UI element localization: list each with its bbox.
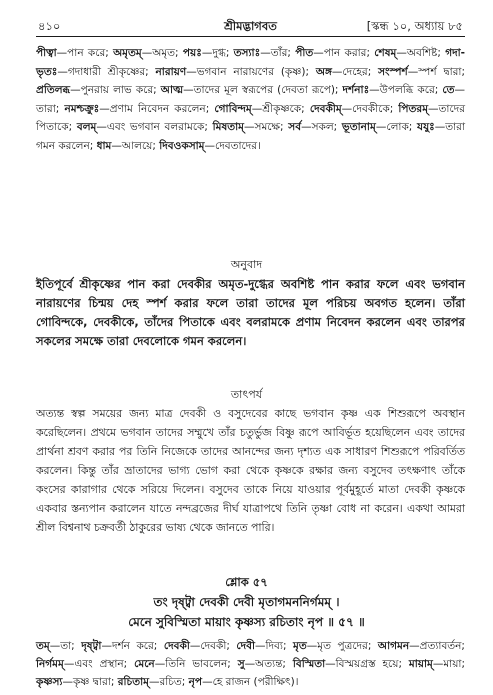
book-title: শ্রীমদ্ভাগবত bbox=[224, 19, 277, 33]
gloss-meaning: প্রত্যাবর্তন; bbox=[419, 640, 465, 652]
gloss-meaning: গদাধারী শ্রীকৃষ্ণের; bbox=[67, 65, 156, 78]
page-header bbox=[38, 14, 463, 36]
gloss-meaning: স্পর্শ দ্বারা; bbox=[418, 65, 465, 78]
gloss-meaning: তাঁর; bbox=[270, 47, 296, 59]
synonyms-block: পীত্বা—পান করে; অমৃতম্—অমৃত; পয়ঃ—দুগ্ধ; তস্যাঃ—তাঁর; পীত—পান করার; শেষম্—অবশিষ্ট; গদা-ভৃতঃ—গদাধারী শ্রীকৃষ্ণের; নারায়ণ—ভগবান নারায়ণের (কৃষ্ণ); অঙ্গ—দেহের; সংস্পর্শ—স্পর্শ দ্বারা; প্রতিলব্ধ—পুনরায় লাভ করে; আত্ম—তাদের মূল স্বরূপের (দেবতা রূপে); দর্শনাঃ—উপলব্ধি করে; তে—তারা; নমশ্চক্রুঃ—প্রণাম নিবেদন করলেন; গোবিন্দম্—শ্রীকৃষ্ণকে; দেবকীম্—দেবকীকে; পিতরম্—তাদের পিতাকে; বলম্—এবং ভগবান বলরামকে; মিষতাম্—সমক্ষে; সর্ব—সকল; ভূতানাম্—লোক; যযুঃ—তারা গমন করলেন; ধাম—আলয়ে; দিবওকসাম্—দেবতাদের। bbox=[36, 47, 466, 152]
verse-line: তং দৃষ্ট্বা দেবকী দেবী মৃতাগমননির্গমম্ । bbox=[153, 595, 340, 609]
gloss-meaning: তাদের মূল স্বরূপের (দেবতা রূপে); bbox=[193, 84, 343, 96]
gloss-meaning: কৃষ্ণ দ্বারা; bbox=[72, 676, 118, 688]
gloss-meaning: প্রণাম নিবেদন করলেন; bbox=[109, 102, 215, 115]
gloss-meaning: আলয়ে; bbox=[121, 139, 160, 152]
gloss-meaning: এবং ভগবান বলরামকে; bbox=[106, 121, 213, 133]
gloss-term: পয়ঃ bbox=[182, 47, 202, 59]
gloss-term: গদা-ভৃতঃ bbox=[36, 47, 465, 78]
gloss-meaning: পান করে; bbox=[67, 47, 114, 59]
gloss-term: পীত্বা bbox=[36, 47, 57, 59]
gloss-meaning: দর্শন করে; bbox=[111, 640, 164, 652]
gloss-meaning: তারা গমন করলেন; bbox=[36, 121, 465, 152]
gloss-meaning: তাদের পিতাকে; bbox=[36, 102, 465, 133]
gloss-term: তস্যাঃ bbox=[233, 47, 261, 59]
gloss-term: দেবী bbox=[236, 640, 256, 652]
gloss-meaning: রচিত; bbox=[159, 676, 189, 688]
word-gloss-block: তম্—তা; দৃষ্ট্বা—দর্শন করে; দেবকী—দেবকী; দেবী—দিব্য; মৃত—মৃত পুত্রদের; আগমন—প্রত্যাবর্তন; নির্গমম্—এবং প্রস্থান; মেনে—তিনি ভাবলেন; সু—অত্যন্ত; বিস্মিতা—বিস্ময়গ্রস্ত হয়ে; মায়াম্—মায়া; কৃষ্ণস্য—কৃষ্ণ দ্বারা; রচিতাম্—রচিত; নৃপ—হে রাজন (পরীক্ষিৎ)। bbox=[36, 640, 465, 688]
gloss-term: দেবকী bbox=[163, 640, 190, 652]
gloss-term: অমৃতম্ bbox=[113, 47, 142, 59]
section-label: [স্কন্ধ ১০, অধ্যায় ৮৫ bbox=[366, 19, 463, 33]
gloss-meaning: মায়া; bbox=[443, 658, 465, 670]
gloss-term: বলম্ bbox=[76, 121, 97, 133]
gloss-meaning: তারা; bbox=[36, 102, 65, 115]
gloss-term: পিতরম্ bbox=[398, 102, 429, 115]
gloss-term: সর্ব bbox=[288, 121, 302, 133]
gloss-term: কৃষ্ণস্য bbox=[36, 676, 63, 688]
gloss-meaning: অত্যন্ত; bbox=[255, 658, 293, 670]
gloss-meaning: দেবকী; bbox=[200, 640, 237, 652]
gloss-term: তে bbox=[442, 84, 455, 96]
translation-text: ইতিপূর্বে শ্রীকৃষ্ণের পান করা দেবকীর অমৃত-দুগ্ধের অবশিষ্ট পান করার ফলে এবং ভগবান নারায়ণের চিন্ময় দেহ স্পর্শ করার ফলে তারা তাদের মূল পরিচয় অবগত হলেন। তাঁরা গোবিন্দকে, দেবকীকে, তাঁদের পিতাকে এবং বলরামকে প্রণাম নিবেদন করলেন এবং তারপর সকলের সমক্ষে তারা দেবলোকে গমন করলেন। bbox=[36, 277, 465, 348]
gloss-term: নির্গমম্ bbox=[36, 658, 64, 670]
gloss-meaning: বিস্ময়গ্রস্ত হয়ে; bbox=[335, 658, 409, 670]
gloss-meaning: দেবতাদের। bbox=[215, 139, 261, 152]
gloss-meaning: তা; bbox=[60, 640, 82, 652]
gloss-term: সু bbox=[237, 658, 245, 670]
gloss-term: আগমন bbox=[377, 640, 410, 652]
gloss-term: বিস্মিতা bbox=[292, 658, 326, 670]
gloss-meaning: সকল; bbox=[311, 121, 342, 133]
gloss-meaning: পুনরায় লাভ করে; bbox=[80, 84, 161, 96]
gloss-term: প্রতিলব্ধ bbox=[36, 84, 71, 96]
gloss-meaning: দিব্য; bbox=[265, 640, 294, 652]
gloss-term: দেবকীম্ bbox=[309, 102, 342, 115]
gloss-term: গোবিন্দম্ bbox=[214, 102, 252, 115]
gloss-meaning: লোক; bbox=[386, 121, 418, 133]
gloss-term: যযুঃ bbox=[417, 121, 435, 133]
gloss-term: রচিতাম্ bbox=[117, 676, 149, 688]
purport-text: অত্যন্ত স্বল্প সময়ের জন্য মাত্র দেবকী ও বসুদেবের কাছে ভগবান কৃষ্ণ এক শিশুরূপে অবস্থান করেছিলেন। প্রথমে ভগবান তাদের সম্মুখে তাঁর চতুর্ভুজ বিষ্ণু রূপে আবির্ভূত হয়েছিলেন এবং তাদের প্রার্থনা শ্রবণ করার পর তিনি নিজেকে তাদের আনন্দের জন্য দৃশ্যত এক সাধারণ শিশুরূপে পরিবর্তিত করলেন। কিন্তু তাঁর ভ্রাতাদের ভাগ্য ভোগ করা থেকে কৃষ্ণকে রক্ষার জন্য বসুদেব তৎক্ষণাৎ তাঁকে কংসের কারাগার থেকে সরিয়ে দিলেন। বসুদেব তাকে নিয়ে যাওয়ার পূর্বমুহূর্তে মাতা দেবকী কৃষ্ণকে একবার স্তন্যপান করালেন যাতে নন্দব্রজের দীর্ঘ যাত্রাপথে তিনি তৃষ্ণা বোধ না করেন। একথা আমরা শ্রীল বিশ্বনাথ চক্রবর্তী ঠাকুরের ভাষ্য থেকে জানতে পারি। bbox=[36, 407, 465, 534]
purport-heading: তাৎপর্য bbox=[230, 388, 263, 401]
gloss-term: আত্ম bbox=[160, 84, 184, 96]
gloss-term: অঙ্গ bbox=[315, 65, 332, 78]
gloss-meaning: সমক্ষে; bbox=[254, 121, 289, 133]
verse-line: মেনে সুবিস্মিতা মায়াং কৃষ্ণস্য রচিতাং নৃপ ॥ ৫৭ ॥ bbox=[128, 615, 365, 629]
gloss-meaning: দুগ্ধ; bbox=[212, 47, 234, 59]
gloss-term: তম্ bbox=[36, 640, 50, 652]
gloss-meaning: ভগবান নারায়ণের (কৃষ্ণ); bbox=[196, 65, 316, 78]
gloss-term: নমশ্চক্রুঃ bbox=[64, 102, 100, 115]
gloss-meaning: এবং প্রস্থান; bbox=[74, 658, 135, 670]
gloss-meaning: দেবকীকে; bbox=[352, 102, 399, 115]
gloss-term: মায়াম্ bbox=[408, 658, 433, 670]
gloss-term: দর্শনাঃ bbox=[342, 84, 370, 96]
gloss-term: মেনে bbox=[134, 658, 155, 670]
gloss-term: দিবওকসাম্ bbox=[159, 139, 205, 152]
verse-heading: শ্লোক ৫৭ bbox=[225, 575, 268, 589]
gloss-meaning: অমৃত; bbox=[152, 47, 183, 59]
verse-text bbox=[0, 592, 493, 632]
gloss-term: ভূতানাম্ bbox=[341, 121, 376, 133]
gloss-term: পীত bbox=[295, 47, 314, 59]
gloss-term: মিষতাম্ bbox=[212, 121, 245, 133]
gloss-term: শেষম্ bbox=[374, 47, 397, 59]
gloss-meaning: শ্রীকৃষ্ণকে; bbox=[262, 102, 310, 115]
page-number: ৪১০ bbox=[38, 19, 61, 33]
gloss-term: মৃত bbox=[293, 640, 307, 652]
gloss-meaning: অবশিষ্ট; bbox=[406, 47, 446, 59]
gloss-meaning: হে রাজন (পরীক্ষিৎ)। bbox=[212, 676, 299, 688]
gloss-term: নারায়ণ bbox=[155, 65, 187, 78]
gloss-term: নৃপ bbox=[188, 676, 203, 688]
gloss-meaning: মৃত পুত্রদের; bbox=[317, 640, 378, 652]
gloss-term: দৃষ্ট্বা bbox=[81, 640, 102, 652]
gloss-meaning: তিনি ভাবলেন; bbox=[165, 658, 238, 670]
translation-heading: অনুবাদ bbox=[230, 258, 263, 271]
gloss-term: সংস্পর্শ bbox=[378, 65, 408, 78]
gloss-meaning: উপলব্ধি করে; bbox=[379, 84, 443, 96]
header-rule bbox=[36, 36, 465, 37]
gloss-meaning: দেহের; bbox=[342, 65, 379, 78]
gloss-term: ধাম bbox=[96, 139, 112, 152]
gloss-meaning: পান করার; bbox=[323, 47, 375, 59]
